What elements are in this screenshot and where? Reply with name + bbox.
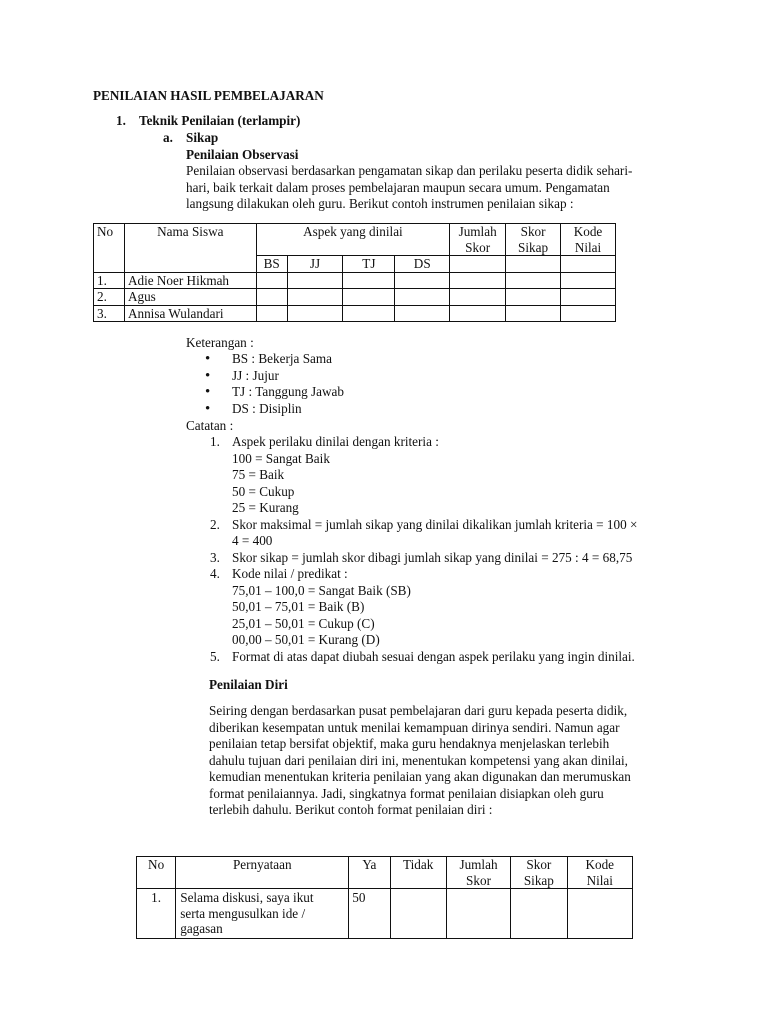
empty-cell: [450, 272, 506, 289]
row-no: 2.: [94, 289, 125, 306]
header-line: Nilai: [574, 239, 602, 255]
empty-cell: [287, 305, 343, 322]
empty-cell: [506, 272, 561, 289]
header-nama-siswa: Nama Siswa: [124, 224, 256, 273]
empty-cell: [256, 289, 287, 306]
list-item: • JJ : Jujur: [186, 368, 586, 385]
empty-cell: [390, 889, 446, 939]
empty-cell: [511, 889, 567, 939]
paragraph-line: Penilaian observasi berdasarkan pengamatan sikap dan perilaku peserta didik sehari-: [186, 163, 633, 178]
header-skor-sikap: [511, 857, 567, 889]
item-line: Aspek perilaku dinilai dengan kriteria :: [232, 434, 439, 449]
row-no: 1.: [137, 889, 176, 939]
paragraph-line: penilaian tetap bersifat objektif, maka guru hendaknya menjelaskan terlebih: [209, 736, 610, 751]
empty-cell: [395, 289, 450, 306]
header-line: Skor: [526, 857, 552, 872]
list-item: [186, 517, 686, 550]
list-item: • DS : Disiplin: [186, 401, 586, 418]
self-assessment-paragraph: [209, 703, 679, 819]
list-item: • TJ : Tanggung Jawab: [186, 384, 586, 401]
empty-cell: [561, 305, 616, 322]
header-line: Jumlah: [458, 224, 497, 239]
row-ya: 50: [349, 889, 390, 939]
aspect-ds: DS: [395, 256, 450, 273]
empty-cell: [287, 272, 343, 289]
row-no: 1.: [94, 272, 125, 289]
empty-cell: [343, 272, 395, 289]
empty-cell: [450, 305, 506, 322]
subsection-heading: Sikap: [186, 130, 219, 145]
empty-cell: [343, 305, 395, 322]
empty-cell: [450, 289, 506, 306]
row-pernyataan: [176, 889, 349, 939]
item-line: 50,01 – 75,01 = Baik (B): [232, 599, 365, 614]
list-item: [186, 434, 686, 517]
header-no: No: [94, 224, 125, 273]
header-line: Sikap: [523, 872, 554, 888]
header-pernyataan: Pernyataan: [176, 857, 349, 889]
item-line: Kode nilai / predikat :: [232, 566, 348, 581]
item-line: 75 = Baik: [232, 467, 285, 482]
header-line: Sikap: [518, 239, 549, 255]
empty-cell: [561, 272, 616, 289]
item-number: 2.: [210, 516, 220, 532]
aspect-jj: JJ: [287, 256, 343, 273]
aspect-bs: BS: [256, 256, 287, 273]
item-line: 4 = 400: [232, 533, 273, 548]
row-nama: Adie Noer Hikmah: [124, 272, 256, 289]
empty-cell: [450, 256, 506, 273]
empty-cell: [287, 289, 343, 306]
paragraph-line: diberikan kesempatan untuk menilai kemampuan dirinya sendiri. Namun agar: [209, 719, 620, 735]
paragraph-line: format penilaiannya. Jadi, singkatnya format penilaian disiapkan oleh guru: [209, 785, 604, 801]
header-aspek: Aspek yang dinilai: [256, 224, 450, 256]
row-no: 3.: [94, 305, 125, 322]
list-item: [186, 550, 686, 567]
keterangan-label: Keterangan :: [186, 335, 254, 350]
header-kode-nilai: [561, 224, 616, 256]
header-line: Nilai: [586, 872, 613, 888]
header-jumlah-skor: [450, 224, 506, 256]
paragraph-line: kemudian menentukan kriteria penilaian yang akan digunakan dan merumuskan: [209, 769, 631, 784]
item-line: Format di atas dapat diubah sesuai dengan aspek perilaku yang ingin dinilai.: [232, 648, 635, 664]
item-line: 25 = Kurang: [232, 500, 299, 515]
table-row: [94, 272, 616, 289]
empty-cell: [256, 305, 287, 322]
table-row: [94, 289, 616, 306]
header-jumlah-skor: [446, 857, 510, 889]
header-line: Kode: [585, 857, 615, 872]
subsection-letter: a.: [163, 130, 173, 145]
self-assessment-table: [136, 856, 633, 939]
table-row: [94, 305, 616, 322]
row-nama: Annisa Wulandari: [124, 305, 256, 322]
header-skor-sikap: [506, 224, 561, 256]
header-line: Kode: [573, 224, 603, 239]
list-item: • BS : Bekerja Sama: [186, 351, 586, 368]
cell-line: Selama diskusi, saya ikut: [180, 890, 314, 905]
header-line: Skor: [465, 239, 491, 255]
header-line: Skor: [466, 872, 491, 888]
list-item: [186, 649, 686, 666]
item-line: Skor sikap = jumlah skor dibagi jumlah sikap yang dinilai = 275 : 4 = 68,75: [232, 549, 633, 565]
item-line: 00,00 – 50,01 = Kurang (D): [232, 632, 380, 647]
observation-paragraph: [186, 163, 676, 213]
item-line: Skor maksimal = jumlah sikap yang dinilai dikalikan jumlah kriteria = 100 ×: [232, 516, 638, 532]
keterangan-list: [186, 351, 586, 417]
header-tidak: Tidak: [390, 857, 446, 889]
header-no: No: [137, 857, 176, 889]
header-kode-nilai: [567, 857, 632, 889]
header-line: Jumlah: [459, 857, 498, 872]
empty-cell: [343, 289, 395, 306]
paragraph-line: Seiring dengan berdasarkan pusat pembelajaran dari guru kepada peserta didik,: [209, 703, 628, 718]
paragraph-line: hari, baik terkait dalam proses pembelajaran maupun secara umum. Pengamatan: [186, 179, 610, 195]
table-row: [137, 889, 633, 939]
section-heading: Teknik Penilaian (terlampir): [139, 113, 301, 128]
cell-line: gagasan: [180, 921, 223, 936]
item-number: 3.: [210, 549, 220, 565]
empty-cell: [506, 289, 561, 306]
item-line: 25,01 – 50,01 = Cukup (C): [232, 615, 375, 631]
self-assessment-heading: Penilaian Diri: [209, 677, 288, 692]
empty-cell: [567, 889, 632, 939]
catatan-label: Catatan :: [186, 418, 234, 433]
table-header-row: [94, 224, 616, 256]
empty-cell: [561, 256, 616, 273]
empty-cell: [506, 256, 561, 273]
item-number: 5.: [210, 648, 220, 664]
paragraph-line: langsung dilakukan oleh guru. Berikut contoh instrumen penilaian sikap :: [186, 196, 574, 211]
observation-heading: Penilaian Observasi: [186, 147, 299, 162]
paragraph-line: terlebih dahulu. Berikut contoh format penilaian diri :: [209, 802, 493, 817]
item-number: 1.: [210, 434, 220, 449]
section-number: 1.: [116, 113, 126, 128]
empty-cell: [395, 272, 450, 289]
empty-cell: [395, 305, 450, 322]
table-header-row: [137, 857, 633, 889]
list-item: [186, 566, 686, 649]
item-line: 50 = Cukup: [232, 483, 295, 499]
row-nama: Agus: [124, 289, 256, 306]
item-line: 75,01 – 100,0 = Sangat Baik (SB): [232, 582, 411, 598]
item-line: 100 = Sangat Baik: [232, 450, 330, 466]
empty-cell: [446, 889, 510, 939]
catatan-list: [186, 434, 686, 665]
item-number: 4.: [210, 566, 220, 581]
cell-line: serta mengusulkan ide /: [180, 905, 306, 921]
aspect-tj: TJ: [343, 256, 395, 273]
empty-cell: [561, 289, 616, 306]
attitude-table: [93, 223, 616, 322]
empty-cell: [256, 272, 287, 289]
header-line: Skor: [520, 224, 546, 239]
header-ya: Ya: [349, 857, 390, 889]
paragraph-line: dahulu tujuan dari penilaian diri ini, menentukan kompetensi yang akan dinilai,: [209, 752, 628, 768]
empty-cell: [506, 305, 561, 322]
page-title: PENILAIAN HASIL PEMBELAJARAN: [93, 88, 324, 103]
